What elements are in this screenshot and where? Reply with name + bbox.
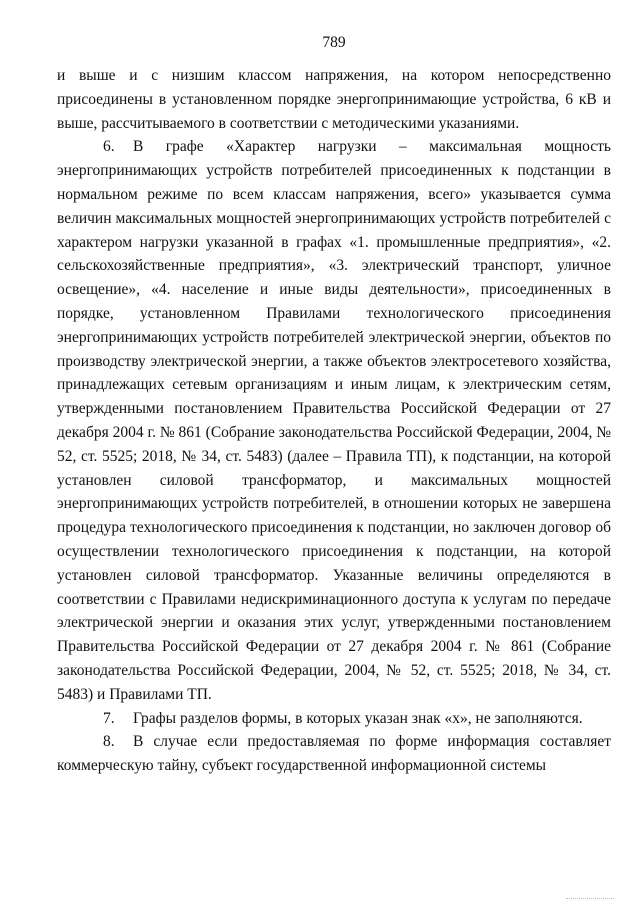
document-body <box>57 64 611 778</box>
page-number: 789 <box>322 34 346 51</box>
document-page <box>57 0 611 905</box>
paragraph-number: 8. <box>103 733 115 751</box>
paragraph-6 <box>57 135 611 706</box>
paragraph-8 <box>57 730 611 778</box>
paragraph-7 <box>57 707 611 731</box>
paragraph-text: и выше и с низшим классом напряжения, на котором непосредственно присоединены в установленном порядке энергопринимающие устройства, 6 кВ и выше, рассчитываемого в соответствии с методическими указаниями. <box>57 67 611 132</box>
paragraph-text: В графе «Характер нагрузки – максимальная мощность энергопринимающих устройств потребителей присоединенных к подстанции в нормальном режиме по всем классам напряжения, всего» указывается сумма величин максимальных мощностей энергопринимающих устройств потребителей с характером нагрузки указанной в графах «1. промышленные предприятия», «2. сельскохозяйственные предприятия», «3. электрический транспорт, уличное освещение», «4. население и иные виды деятельности», присоединенных в порядке, установленном Правилами технологического присоединения энергопринимающих устройств потребителей электрической энергии, объектов по производству электрической энергии, а также объектов электросетевого хозяйства, принадлежащих сетевым организациям и иным лицам, к электрическим сетям, утвержденными постановлением Правительства Российской Федерации от 27 декабря 2004 г. № 861 (Собрание законодательства Российской Федерации, 2004, № 52, ст. 5525; 2018, № 34, ст. 5483) (далее – Правила ТП), к подстанции, на которой установлен силовой трансформатор, и максимальных мощностей энергопринимающих устройств потребителей, в отношении которых не завершена процедура технологического присоединения к подстанции, но заключен договор об осуществлении технологического присоединения к подстанции, на которой установлен силовой трансформатор. Указанные величины определяются в соответствии с Правилами недискриминационного доступа к услугам по передаче электрической энергии и оказания этих услуг, утвержденными постановлением Правительства Российской Федерации от 27 декабря 2004 г. № 861 (Собрание законодательства Российской Федерации, 2004, № 52, ст. 5525; 2018, № 34, ст. 5483) и Правилами ТП. <box>57 138 611 703</box>
paragraph-number: 7. <box>103 709 115 727</box>
paragraph-text: В случае если предоставляемая по форме информация составляет коммерческую тайну, субъект государственной информационной системы <box>57 733 611 775</box>
paragraph-number: 6. <box>103 138 115 156</box>
paragraph-text: Графы разделов формы, в которых указан знак «х», не заполняются. <box>133 709 583 727</box>
paragraph-continuation <box>57 64 611 135</box>
scan-artifact <box>566 898 614 901</box>
